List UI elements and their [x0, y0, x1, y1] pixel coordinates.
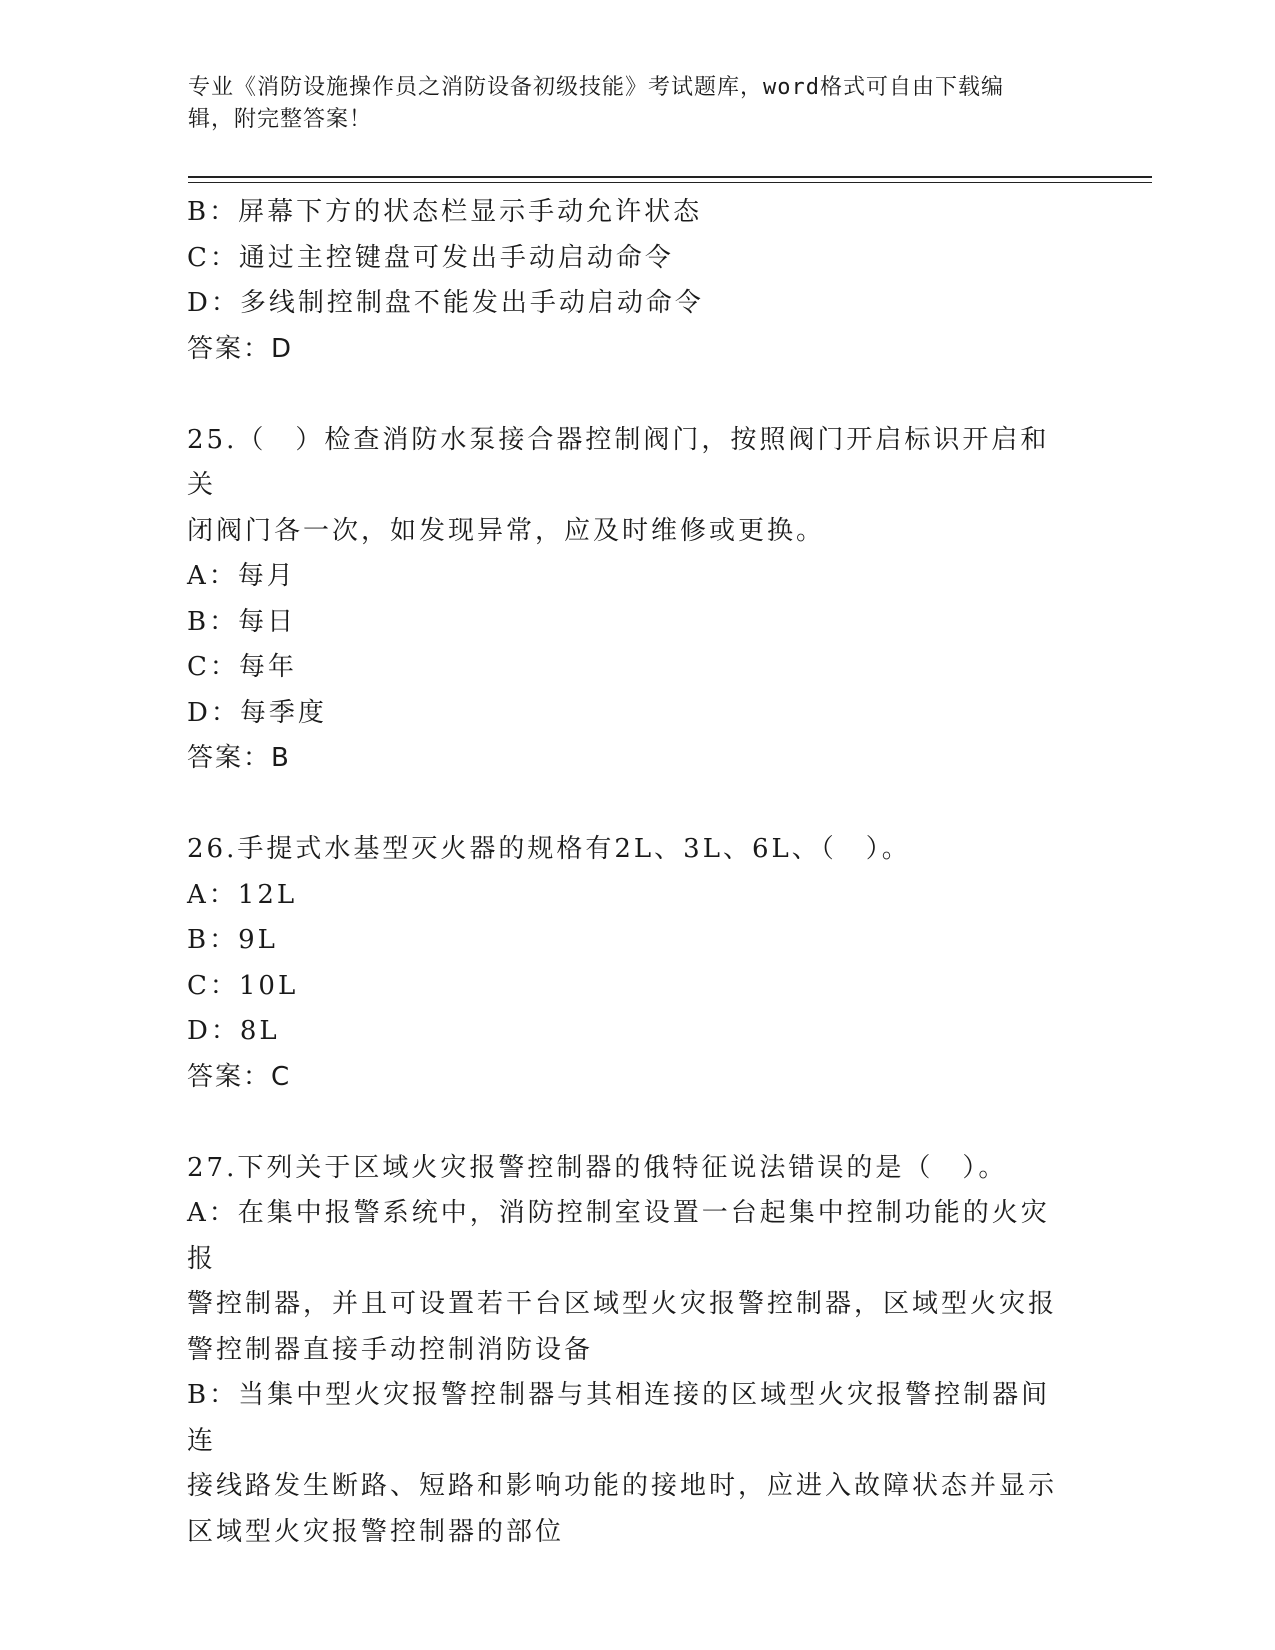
question-stem-line-1: 26.手提式水基型灭火器的规格有2L、3L、6L、（ ）。	[187, 834, 911, 864]
spacer	[187, 372, 1077, 418]
answer-label: 答案：D	[187, 333, 294, 364]
question-stem-line-1: 27.下列关于区域火灾报警控制器的俄特征说法错误的是（ ）。	[187, 1152, 1008, 1183]
option-b: B：屏幕下方的状态栏显示手动允许状态	[187, 197, 703, 227]
header-divider-thick	[188, 176, 1152, 178]
option-b: B：9L	[187, 925, 278, 955]
answer-label: 答案：C	[187, 1061, 292, 1092]
question-27	[187, 1146, 1077, 1556]
option-d: D：多线制控制盘不能发出手动启动命令	[187, 288, 704, 318]
question-24-continued	[187, 190, 1077, 372]
spacer	[187, 782, 1077, 828]
answer-label: 答案：B	[187, 743, 291, 773]
option-a-line-2: 警控制器，并且可设置若干台区域型火灾报警控制器，区域型火灾报	[187, 1289, 1058, 1319]
option-d: D：8L	[187, 1016, 280, 1046]
page-header	[188, 72, 1068, 136]
question-stem-line-1: 25.（ ）检查消防水泵接合器控制阀门，按照阀门开启标识开启和关	[187, 424, 1050, 500]
option-c: C：10L	[187, 970, 299, 1001]
option-d: D：每季度	[187, 697, 327, 728]
option-b-line-1: B：当集中型火灾报警控制器与其相连接的区域型火灾报警控制器间连	[187, 1380, 1051, 1456]
option-b-line-3: 区域型火灾报警控制器的部位	[187, 1516, 565, 1547]
option-a-line-3: 警控制器直接手动控制消防设备	[187, 1334, 594, 1365]
option-a: A：每月	[187, 561, 296, 591]
question-list	[187, 190, 1077, 1555]
option-c: C：通过主控键盘可发出手动启动命令	[187, 242, 674, 273]
option-b: B：每日	[187, 606, 297, 637]
header-title-line-2: 辑，附完整答案！	[188, 107, 373, 132]
question-stem-line-2: 闭阀门各一次，如发现异常，应及时维修或更换。	[187, 515, 826, 546]
option-c: C：每年	[187, 652, 297, 682]
question-25	[187, 418, 1077, 782]
option-a-line-1: A：在集中报警系统中，消防控制室设置一台起集中控制功能的火灾报	[187, 1198, 1050, 1274]
option-b-line-2: 接线路发生断路、短路和影响功能的接地时，应进入故障状态并显示	[187, 1471, 1058, 1501]
spacer	[187, 1100, 1077, 1146]
header-title-line-1: 专业《消防设施操作员之消防设备初级技能》考试题库，word格式可自由下载编	[188, 75, 1004, 100]
header-divider-thin	[188, 182, 1152, 183]
question-26	[187, 827, 1077, 1100]
option-a: A：12L	[187, 879, 298, 910]
